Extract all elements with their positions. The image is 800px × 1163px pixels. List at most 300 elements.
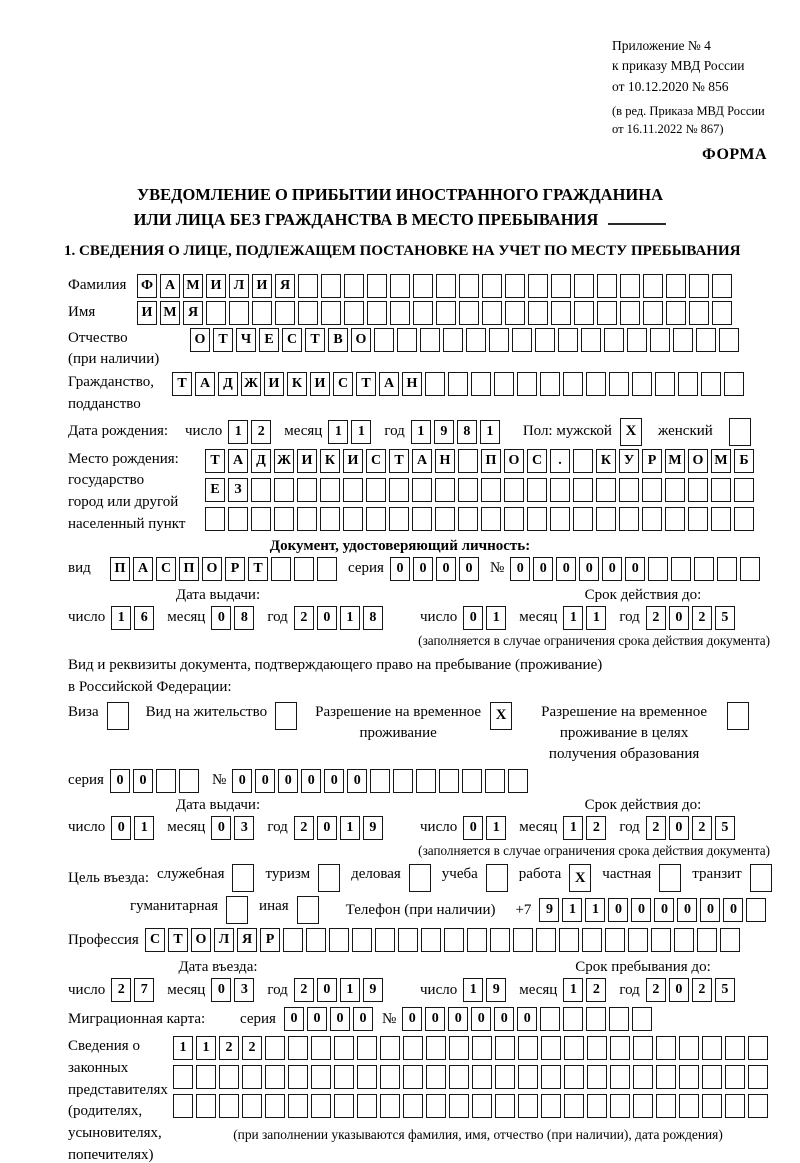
char-cell[interactable] [459,301,479,325]
char-cell[interactable] [357,1036,377,1060]
char-cell[interactable]: Ж [241,372,261,396]
char-cell[interactable]: 1 [340,606,360,630]
char-cell[interactable] [298,274,318,298]
char-cell[interactable]: 0 [425,1007,445,1031]
char-cell[interactable]: Т [248,557,268,581]
char-cell[interactable] [702,1065,722,1089]
char-cell[interactable] [513,928,533,952]
char-cell[interactable] [320,507,340,531]
char-cell[interactable] [734,478,754,502]
char-cell[interactable] [288,1065,308,1089]
char-cell[interactable]: 8 [363,606,383,630]
char-cell[interactable]: 0 [402,1007,422,1031]
char-cell[interactable] [274,478,294,502]
char-cell[interactable] [711,507,731,531]
char-cell[interactable]: 0 [347,769,367,793]
char-cell[interactable] [651,928,671,952]
char-cell[interactable]: 1 [585,898,605,922]
char-cell[interactable]: В [328,328,348,352]
char-cell[interactable]: 2 [586,816,606,840]
char-cell[interactable] [536,928,556,952]
char-cell[interactable] [380,1036,400,1060]
char-cell[interactable] [390,274,410,298]
char-cell[interactable] [518,1036,538,1060]
char-cell[interactable]: Р [225,557,245,581]
char-cell[interactable]: Л [229,274,249,298]
char-cell[interactable] [550,478,570,502]
char-cell[interactable] [558,328,578,352]
char-cell[interactable] [344,274,364,298]
char-cell[interactable] [720,928,740,952]
char-cell[interactable]: 0 [723,898,743,922]
char-cell[interactable] [679,1065,699,1089]
char-cell[interactable]: 1 [134,816,154,840]
char-cell[interactable]: 9 [434,420,454,444]
char-cell[interactable] [173,1094,193,1118]
char-cell[interactable] [596,478,616,502]
char-cell[interactable] [490,928,510,952]
char-cell[interactable]: 0 [255,769,275,793]
char-cell[interactable] [403,1094,423,1118]
char-cell[interactable] [688,478,708,502]
char-cell[interactable]: 0 [669,606,689,630]
checkbox-private[interactable] [659,864,681,892]
checkbox-visa[interactable] [107,702,129,730]
char-cell[interactable]: 1 [563,606,583,630]
char-cell[interactable] [564,1065,584,1089]
char-cell[interactable]: 0 [317,978,337,1002]
char-cell[interactable]: 1 [111,606,131,630]
char-cell[interactable]: 2 [294,816,314,840]
char-cell[interactable] [343,478,363,502]
char-cell[interactable] [471,372,491,396]
char-cell[interactable]: Т [389,449,409,473]
char-cell[interactable] [504,478,524,502]
char-cell[interactable] [632,372,652,396]
char-cell[interactable] [689,301,709,325]
char-cell[interactable] [472,1036,492,1060]
char-cell[interactable] [656,1065,676,1089]
char-cell[interactable]: А [379,372,399,396]
char-cell[interactable] [321,274,341,298]
char-cell[interactable] [586,372,606,396]
char-cell[interactable]: П [110,557,130,581]
char-cell[interactable] [412,507,432,531]
char-cell[interactable] [489,328,509,352]
char-cell[interactable] [586,1007,606,1031]
char-cell[interactable]: 0 [677,898,697,922]
char-cell[interactable]: 0 [463,606,483,630]
char-cell[interactable] [228,507,248,531]
char-cell[interactable]: Р [260,928,280,952]
char-cell[interactable]: 1 [480,420,500,444]
char-cell[interactable]: 5 [715,816,735,840]
char-cell[interactable] [458,449,478,473]
char-cell[interactable] [288,1036,308,1060]
char-cell[interactable] [587,1094,607,1118]
char-cell[interactable] [642,478,662,502]
char-cell[interactable] [251,507,271,531]
char-cell[interactable] [582,928,602,952]
char-cell[interactable] [605,928,625,952]
char-cell[interactable]: 1 [196,1036,216,1060]
char-cell[interactable] [251,478,271,502]
char-cell[interactable]: 0 [471,1007,491,1031]
char-cell[interactable] [380,1065,400,1089]
char-cell[interactable]: 0 [307,1007,327,1031]
char-cell[interactable] [219,1065,239,1089]
char-cell[interactable] [265,1065,285,1089]
char-cell[interactable] [564,1036,584,1060]
char-cell[interactable] [297,478,317,502]
char-cell[interactable] [288,1094,308,1118]
char-cell[interactable] [367,274,387,298]
char-cell[interactable] [656,1094,676,1118]
char-cell[interactable]: 3 [234,816,254,840]
char-cell[interactable] [156,769,176,793]
char-cell[interactable] [574,301,594,325]
char-cell[interactable]: Т [205,449,225,473]
char-cell[interactable] [528,274,548,298]
char-cell[interactable] [420,328,440,352]
char-cell[interactable] [413,274,433,298]
char-cell[interactable]: 0 [390,557,410,581]
char-cell[interactable] [370,769,390,793]
char-cell[interactable]: 0 [459,557,479,581]
char-cell[interactable] [689,274,709,298]
char-cell[interactable] [581,328,601,352]
char-cell[interactable] [443,328,463,352]
gender-male-checkbox[interactable]: X [620,418,642,446]
char-cell[interactable] [357,1065,377,1089]
char-cell[interactable]: 0 [211,978,231,1002]
char-cell[interactable]: 0 [494,1007,514,1031]
char-cell[interactable] [265,1036,285,1060]
char-cell[interactable] [495,1094,515,1118]
char-cell[interactable]: О [190,328,210,352]
char-cell[interactable] [459,274,479,298]
char-cell[interactable] [334,1036,354,1060]
char-cell[interactable]: 1 [562,898,582,922]
char-cell[interactable] [366,478,386,502]
char-cell[interactable]: 1 [563,978,583,1002]
char-cell[interactable] [540,1007,560,1031]
char-cell[interactable]: 2 [646,606,666,630]
char-cell[interactable]: Ф [137,274,157,298]
char-cell[interactable]: 0 [436,557,456,581]
checkbox-official[interactable] [232,864,254,892]
char-cell[interactable]: 0 [631,898,651,922]
char-cell[interactable]: 1 [486,606,506,630]
char-cell[interactable] [541,1036,561,1060]
char-cell[interactable] [597,274,617,298]
char-cell[interactable] [426,1065,446,1089]
char-cell[interactable] [619,507,639,531]
char-cell[interactable]: А [160,274,180,298]
char-cell[interactable]: 0 [284,1007,304,1031]
char-cell[interactable] [505,301,525,325]
char-cell[interactable] [206,301,226,325]
char-cell[interactable] [674,928,694,952]
char-cell[interactable] [436,274,456,298]
char-cell[interactable]: 0 [510,557,530,581]
char-cell[interactable]: 6 [134,606,154,630]
char-cell[interactable]: 2 [111,978,131,1002]
char-cell[interactable]: Т [168,928,188,952]
char-cell[interactable] [466,328,486,352]
char-cell[interactable] [666,301,686,325]
char-cell[interactable] [746,898,766,922]
char-cell[interactable]: 0 [301,769,321,793]
char-cell[interactable] [252,301,272,325]
char-cell[interactable] [344,301,364,325]
char-cell[interactable]: 0 [317,816,337,840]
char-cell[interactable] [725,1094,745,1118]
char-cell[interactable]: 1 [328,420,348,444]
char-cell[interactable] [343,507,363,531]
char-cell[interactable] [416,769,436,793]
char-cell[interactable] [421,928,441,952]
char-cell[interactable]: С [156,557,176,581]
char-cell[interactable]: 1 [173,1036,193,1060]
char-cell[interactable] [540,372,560,396]
char-cell[interactable]: 0 [579,557,599,581]
char-cell[interactable] [551,274,571,298]
char-cell[interactable]: Д [251,449,271,473]
char-cell[interactable] [265,1094,285,1118]
char-cell[interactable] [435,507,455,531]
char-cell[interactable] [508,769,528,793]
char-cell[interactable]: З [228,478,248,502]
char-cell[interactable] [673,328,693,352]
char-cell[interactable] [462,769,482,793]
char-cell[interactable] [632,1007,652,1031]
char-cell[interactable] [366,507,386,531]
char-cell[interactable]: 0 [700,898,720,922]
char-cell[interactable] [271,557,291,581]
char-cell[interactable] [541,1065,561,1089]
char-cell[interactable]: Р [642,449,662,473]
char-cell[interactable]: 1 [340,978,360,1002]
char-cell[interactable] [648,557,668,581]
char-cell[interactable] [439,769,459,793]
char-cell[interactable]: К [287,372,307,396]
char-cell[interactable] [495,1065,515,1089]
char-cell[interactable] [642,507,662,531]
char-cell[interactable]: А [195,372,215,396]
checkbox-study[interactable] [486,864,508,892]
char-cell[interactable] [389,478,409,502]
char-cell[interactable]: 0 [278,769,298,793]
char-cell[interactable]: 9 [363,978,383,1002]
char-cell[interactable] [740,557,760,581]
char-cell[interactable] [655,372,675,396]
char-cell[interactable]: 9 [363,816,383,840]
char-cell[interactable] [179,769,199,793]
char-cell[interactable] [627,328,647,352]
char-cell[interactable] [551,301,571,325]
char-cell[interactable]: Н [435,449,455,473]
char-cell[interactable] [609,1007,629,1031]
char-cell[interactable] [725,1065,745,1089]
char-cell[interactable]: И [252,274,272,298]
char-cell[interactable] [656,1036,676,1060]
char-cell[interactable] [449,1036,469,1060]
char-cell[interactable] [403,1036,423,1060]
char-cell[interactable] [702,1094,722,1118]
char-cell[interactable]: П [481,449,501,473]
char-cell[interactable]: 0 [608,898,628,922]
char-cell[interactable] [467,928,487,952]
char-cell[interactable] [665,507,685,531]
char-cell[interactable]: 2 [692,816,712,840]
char-cell[interactable] [517,372,537,396]
char-cell[interactable] [696,328,716,352]
char-cell[interactable] [389,507,409,531]
char-cell[interactable]: С [282,328,302,352]
char-cell[interactable] [665,478,685,502]
char-cell[interactable] [436,301,456,325]
char-cell[interactable] [712,274,732,298]
char-cell[interactable] [229,301,249,325]
char-cell[interactable] [573,507,593,531]
char-cell[interactable] [719,328,739,352]
char-cell[interactable]: 5 [715,606,735,630]
checkbox-temporary-residence-education[interactable] [727,702,749,730]
char-cell[interactable] [541,1094,561,1118]
char-cell[interactable] [688,507,708,531]
char-cell[interactable] [610,1094,630,1118]
char-cell[interactable] [643,274,663,298]
char-cell[interactable] [398,928,418,952]
char-cell[interactable] [748,1094,768,1118]
char-cell[interactable]: Е [259,328,279,352]
char-cell[interactable]: 2 [646,816,666,840]
char-cell[interactable]: И [343,449,363,473]
char-cell[interactable] [481,507,501,531]
char-cell[interactable]: И [297,449,317,473]
char-cell[interactable]: 0 [448,1007,468,1031]
char-cell[interactable]: 0 [669,978,689,1002]
checkbox-other[interactable] [297,896,319,924]
char-cell[interactable] [458,507,478,531]
char-cell[interactable] [518,1065,538,1089]
char-cell[interactable] [505,274,525,298]
char-cell[interactable] [375,928,395,952]
char-cell[interactable]: А [228,449,248,473]
char-cell[interactable]: О [191,928,211,952]
char-cell[interactable]: 0 [463,816,483,840]
char-cell[interactable] [712,301,732,325]
char-cell[interactable] [320,478,340,502]
char-cell[interactable]: М [665,449,685,473]
char-cell[interactable] [604,328,624,352]
char-cell[interactable]: О [688,449,708,473]
char-cell[interactable] [748,1036,768,1060]
char-cell[interactable]: Л [214,928,234,952]
char-cell[interactable]: А [133,557,153,581]
char-cell[interactable] [495,1036,515,1060]
char-cell[interactable] [196,1065,216,1089]
char-cell[interactable] [702,1036,722,1060]
char-cell[interactable]: 0 [211,606,231,630]
char-cell[interactable] [242,1065,262,1089]
char-cell[interactable] [196,1094,216,1118]
char-cell[interactable] [317,557,337,581]
char-cell[interactable] [413,301,433,325]
char-cell[interactable] [294,557,314,581]
char-cell[interactable] [550,507,570,531]
char-cell[interactable] [485,769,505,793]
char-cell[interactable] [242,1094,262,1118]
char-cell[interactable] [334,1065,354,1089]
char-cell[interactable]: 0 [517,1007,537,1031]
char-cell[interactable] [734,507,754,531]
char-cell[interactable] [481,478,501,502]
char-cell[interactable] [352,928,372,952]
char-cell[interactable]: 1 [340,816,360,840]
char-cell[interactable]: Н [402,372,422,396]
char-cell[interactable]: 0 [602,557,622,581]
char-cell[interactable]: М [183,274,203,298]
char-cell[interactable]: 0 [625,557,645,581]
char-cell[interactable]: 2 [219,1036,239,1060]
char-cell[interactable] [528,301,548,325]
char-cell[interactable] [367,301,387,325]
char-cell[interactable] [633,1036,653,1060]
char-cell[interactable]: 1 [463,978,483,1002]
char-cell[interactable] [633,1065,653,1089]
char-cell[interactable] [535,328,555,352]
char-cell[interactable]: Ч [236,328,256,352]
char-cell[interactable] [559,928,579,952]
char-cell[interactable] [717,557,737,581]
char-cell[interactable] [694,557,714,581]
char-cell[interactable] [482,301,502,325]
char-cell[interactable] [458,478,478,502]
char-cell[interactable]: У [619,449,639,473]
char-cell[interactable]: 0 [353,1007,373,1031]
char-cell[interactable]: 0 [317,606,337,630]
char-cell[interactable] [609,372,629,396]
char-cell[interactable]: 0 [669,816,689,840]
char-cell[interactable] [380,1094,400,1118]
char-cell[interactable]: 8 [234,606,254,630]
char-cell[interactable] [724,372,744,396]
char-cell[interactable]: 0 [232,769,252,793]
char-cell[interactable] [701,372,721,396]
char-cell[interactable] [711,478,731,502]
char-cell[interactable] [597,301,617,325]
checkbox-residence-permit[interactable] [275,702,297,730]
char-cell[interactable]: С [527,449,547,473]
char-cell[interactable]: 1 [411,420,431,444]
checkbox-tourism[interactable] [318,864,340,892]
char-cell[interactable]: И [264,372,284,396]
char-cell[interactable] [311,1036,331,1060]
char-cell[interactable] [643,301,663,325]
char-cell[interactable] [306,928,326,952]
char-cell[interactable]: Я [237,928,257,952]
char-cell[interactable]: 1 [351,420,371,444]
char-cell[interactable] [425,372,445,396]
char-cell[interactable]: 1 [563,816,583,840]
char-cell[interactable]: 0 [330,1007,350,1031]
char-cell[interactable] [610,1036,630,1060]
char-cell[interactable] [311,1094,331,1118]
char-cell[interactable] [697,928,717,952]
char-cell[interactable] [574,274,594,298]
